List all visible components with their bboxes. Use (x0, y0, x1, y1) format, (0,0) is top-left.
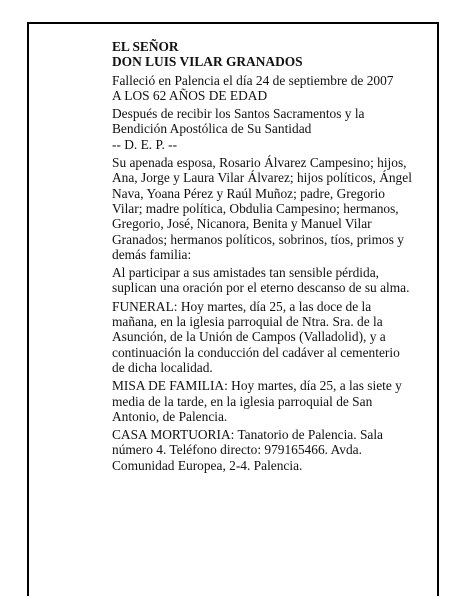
mass-line: MISA DE FAMILIA: Hoy martes, día 25, a las siete y (112, 378, 402, 394)
family-line: Granados; hermanos políticos, sobrinos, tíos, primos y (112, 231, 404, 247)
family-line: Su apenada esposa, Rosario Álvarez Campesino; hijos, (112, 155, 407, 171)
family-line: Ana, Jorge y Laura Vilar Álvarez; hijos políticos, Ángel (112, 170, 412, 186)
funeral-line: de dicha localidad. (112, 359, 213, 375)
sacraments-paragraph (112, 106, 422, 137)
age-line: A LOS 62 AÑOS DE EDAD (112, 87, 268, 103)
family-line: Gregorio, José, Nicanora, Benita y Manuel Vilar (112, 216, 372, 232)
request-paragraph (112, 265, 422, 296)
family-line: Nava, Yoana Pérez y Raúl Muñoz; padre, Gregorio (112, 185, 385, 201)
family-paragraph (112, 155, 422, 262)
family-line: demás familia: (112, 246, 192, 262)
obituary-notice (112, 39, 422, 473)
title-line-1: EL SEÑOR (112, 39, 179, 54)
mass-line: media de la tarde, en la iglesia parroquial de San (112, 393, 373, 409)
request-line: Al participar a sus amistades tan sensible pérdida, (112, 265, 379, 281)
funeral-line: continuación la conducción del cadáver al cementerio (112, 344, 400, 360)
sacraments-line: Bendición Apostólica de Su Santidad (112, 121, 312, 137)
funeral-line: Asunción, de la Unión de Campos (Valladolid), y a (112, 329, 386, 345)
funeral-paragraph (112, 299, 422, 375)
funeral-home-line: número 4. Teléfono directo: 979165466. Avda. (112, 442, 362, 458)
funeral-line: FUNERAL: Hoy martes, día 25, a las doce de la (112, 298, 372, 314)
sacraments-line: Después de recibir los Santos Sacramentos y la (112, 106, 365, 122)
request-line: suplican una oración por el eterno descanso de su alma. (112, 280, 410, 296)
rip-line: -- D. E. P. -- (112, 136, 178, 152)
title-line-2: DON LUIS VILAR GRANADOS (112, 54, 303, 70)
death-line: Falleció en Palencia el día 24 de septiembre de 2007 (112, 72, 394, 88)
funeral-home-line: Comunidad Europea, 2-4. Palencia. (112, 457, 303, 473)
mass-paragraph (112, 378, 422, 424)
mass-line: Antonio, de Palencia. (112, 408, 228, 424)
funeral-line: mañana, en la iglesia parroquial de Ntra. Sra. de la (112, 314, 383, 330)
funeral-home-paragraph (112, 427, 422, 473)
funeral-home-line: CASA MORTUORIA: Tanatorio de Palencia. Sala (112, 427, 383, 443)
family-line: Vilar; madre política, Obdulia Campesino; hermanos, (112, 200, 399, 216)
